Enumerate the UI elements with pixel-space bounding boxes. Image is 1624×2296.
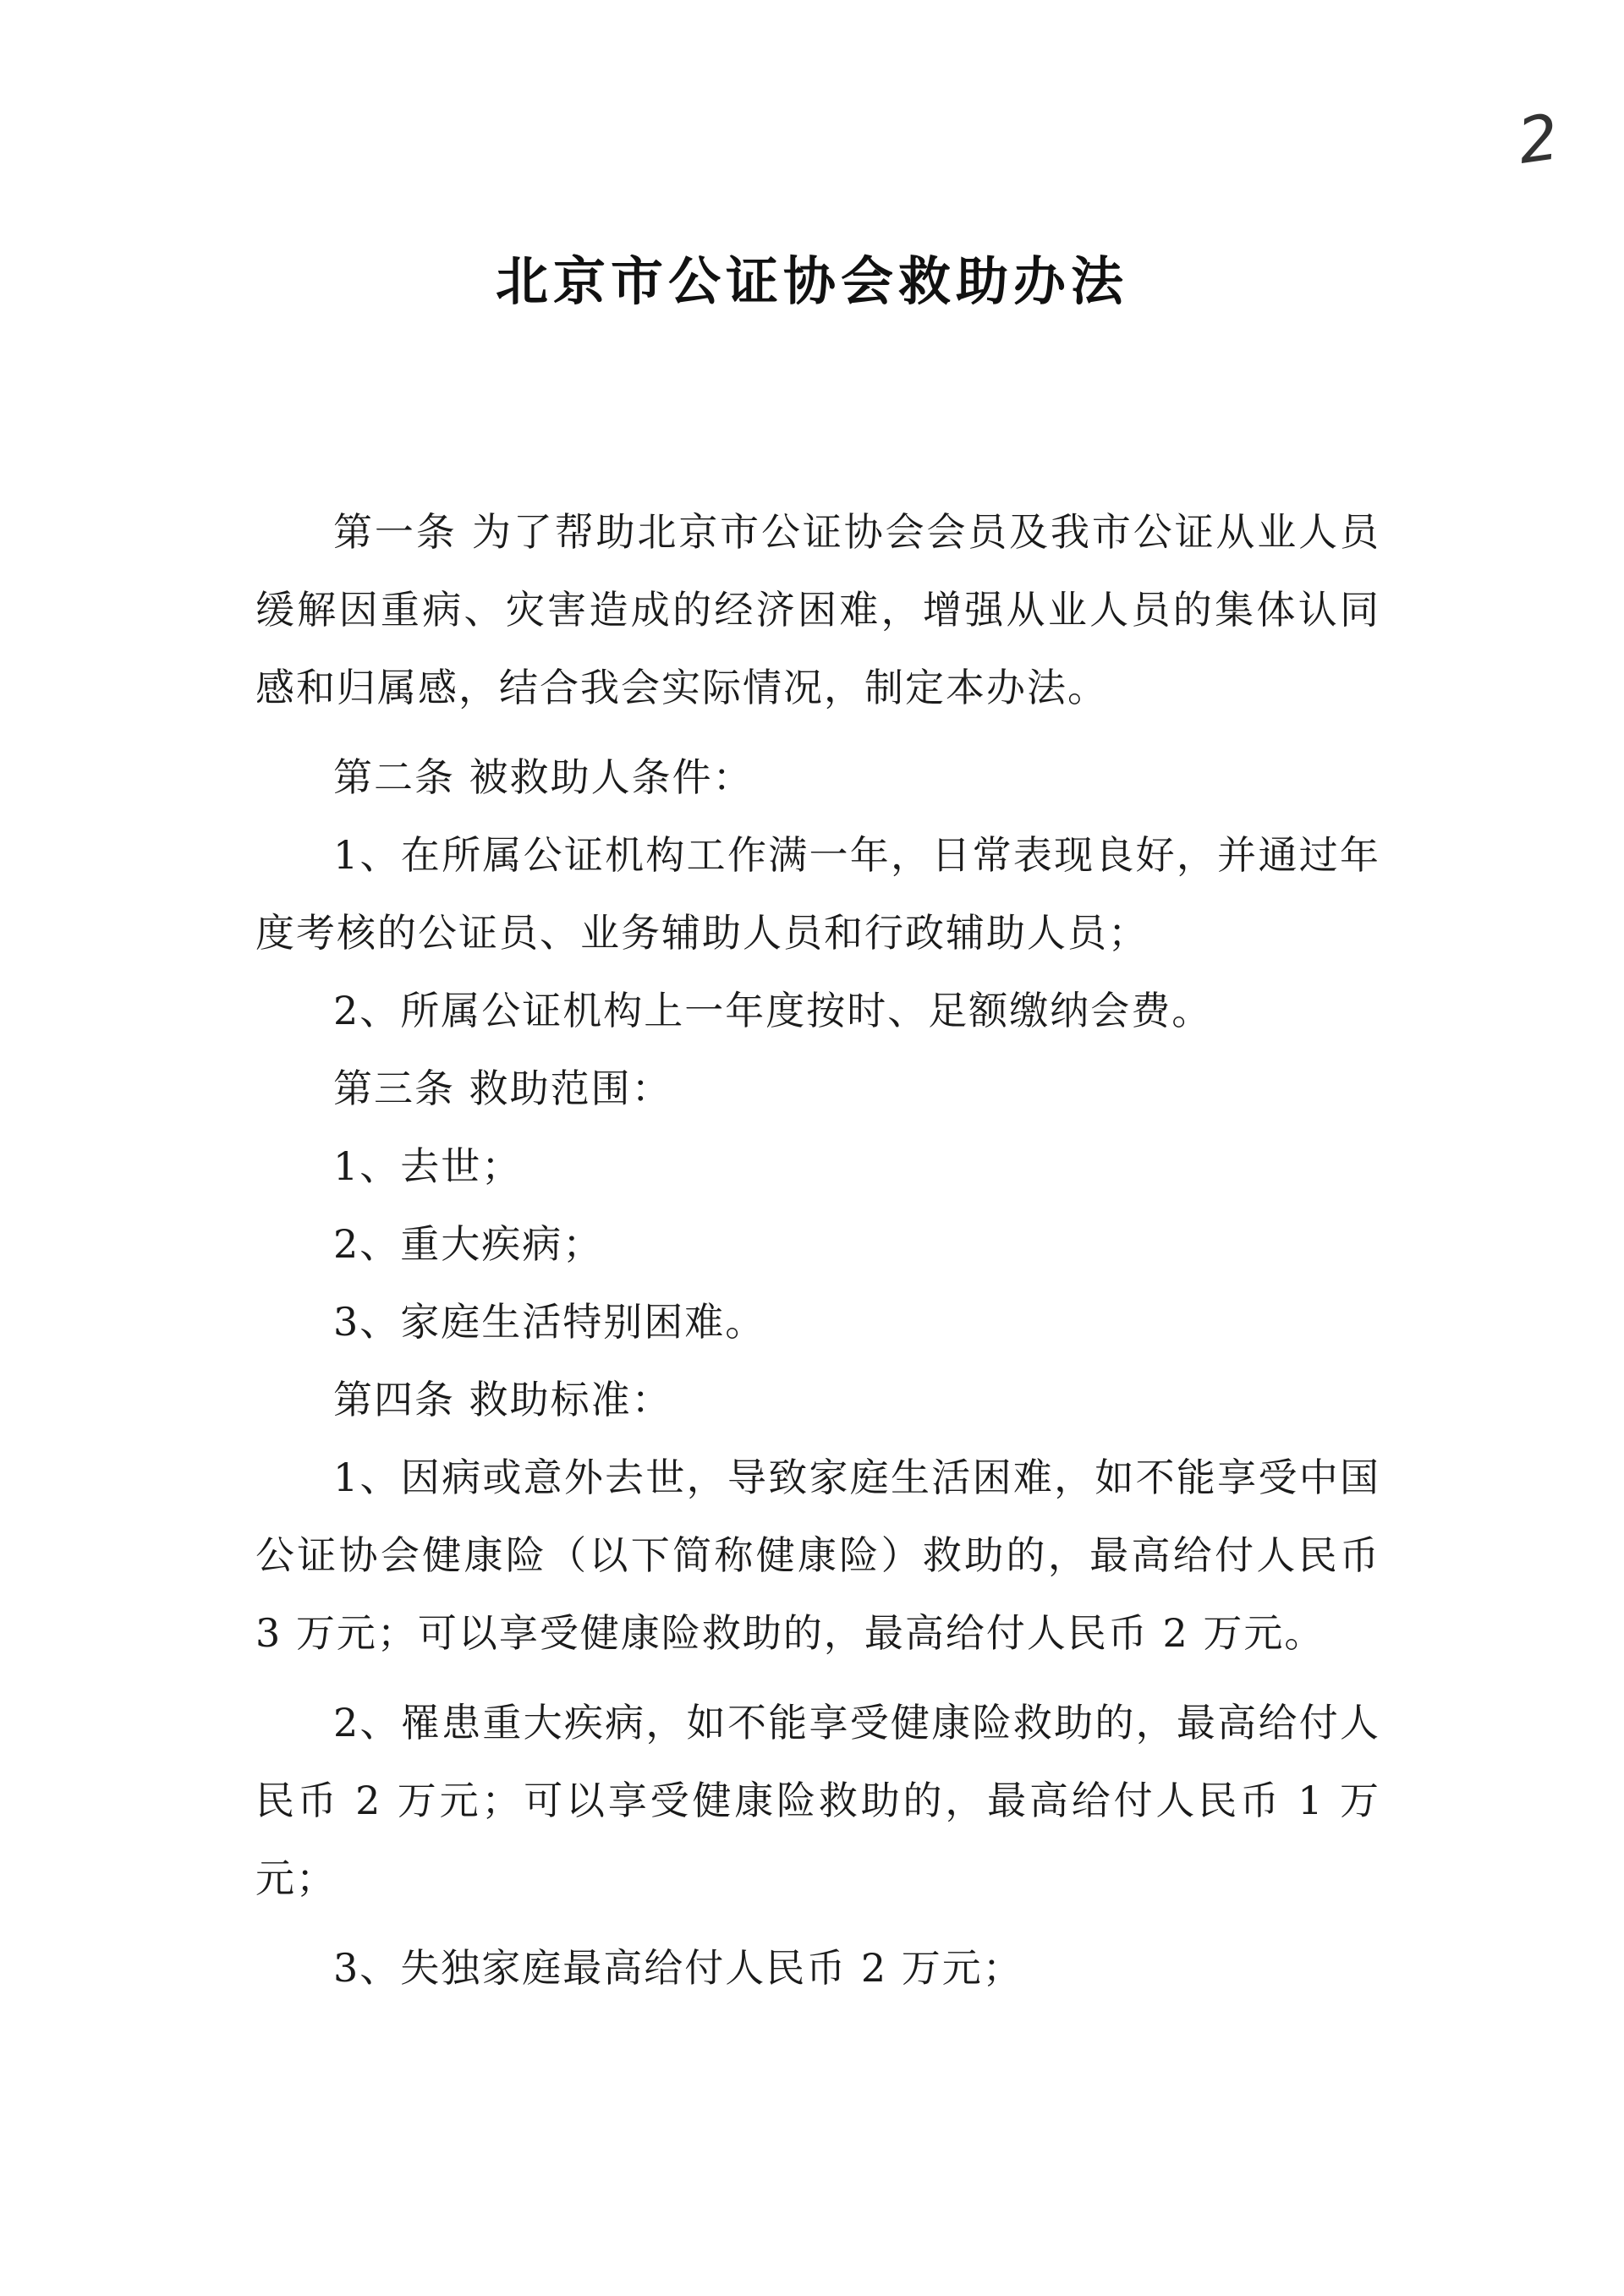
- article-2-item-2: 2、所属公证机构上一年度按时、足额缴纳会费。: [333, 988, 1213, 1033]
- article-4-item-2: 2、罹患重大疾病，如不能享受健康险救助的，最高给付人民币 2 万元；可以享受健康险救助的，最高给付人民币 1 万元；: [255, 1700, 1380, 1901]
- article-4-item-3: 3、失独家庭最高给付人民币 2 万元；: [333, 1945, 1023, 1991]
- article-2-item-1: 1、在所属公证机构工作满一年，日常表现良好，并通过年度考核的公证员、业务辅助人员和行政辅助人员；: [255, 832, 1380, 956]
- document-body: [255, 493, 1380, 2007]
- handwritten-page-number: 2: [1513, 101, 1563, 178]
- article-4-heading: 第四条 救助标准：: [333, 1377, 672, 1422]
- article-1-paragraph: 第一条 为了帮助北京市公证协会会员及我市公证从业人员缓解因重病、灾害造成的经济困难，增强从业人员的集体认同感和归属感，结合我会实际情况，制定本办法。: [255, 509, 1380, 710]
- article-2-heading: 第二条 被救助人条件：: [333, 754, 754, 800]
- document-title: 北京市公证协会救助办法: [495, 250, 1128, 312]
- article-3-item-1: 1、去世；: [333, 1143, 523, 1189]
- article-3-item-2: 2、重大疾病；: [333, 1221, 604, 1267]
- article-3-heading: 第三条 救助范围：: [333, 1066, 672, 1111]
- article-3-item-3: 3、家庭生活特别困难。: [333, 1299, 766, 1345]
- article-4-item-1: 1、因病或意外去世，导致家庭生活困难，如不能享受中国公证协会健康险（以下简称健康险）救助的，最高给付人民币 3 万元；可以享受健康险救助的，最高给付人民币 2 万元。: [255, 1455, 1380, 1656]
